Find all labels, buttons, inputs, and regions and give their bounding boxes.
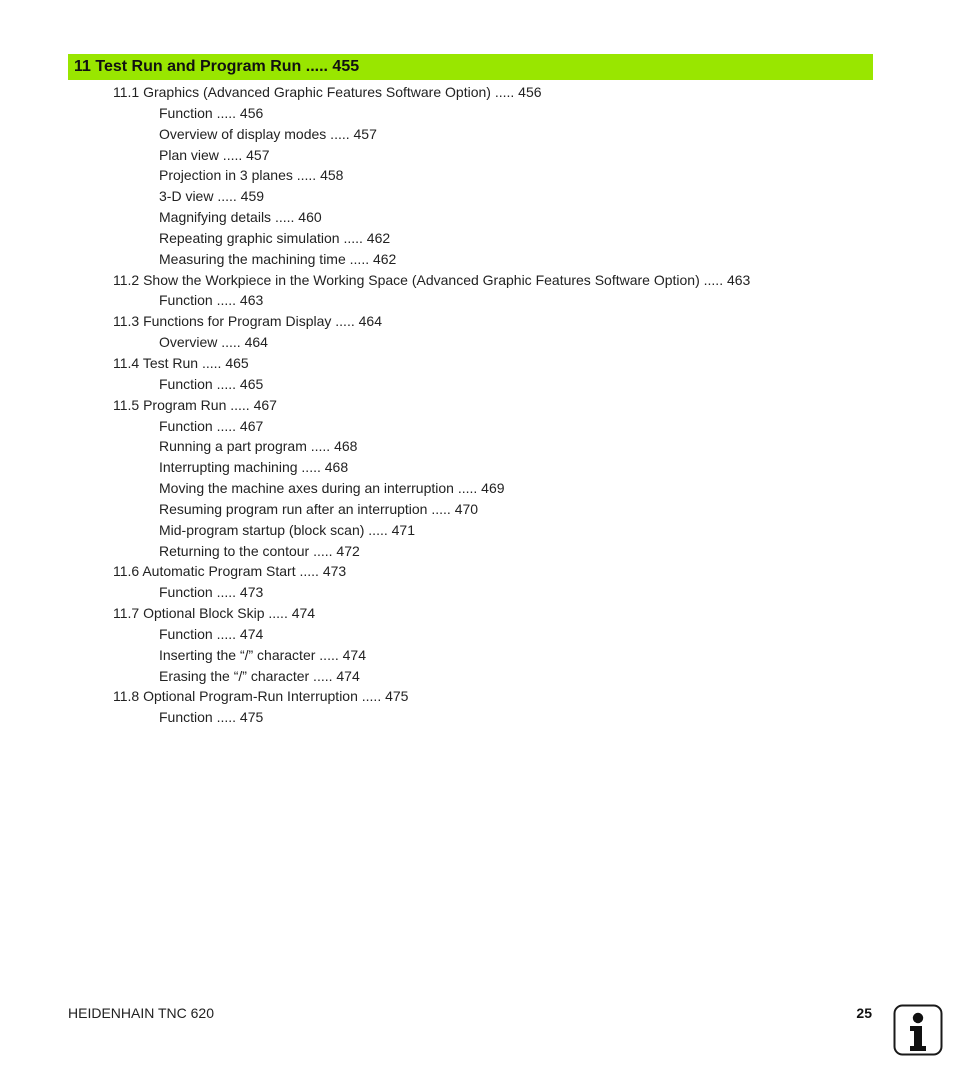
toc-subsection-entry[interactable]: Erasing the “/” character ..... 474 [159, 667, 360, 684]
toc-subsection-entry[interactable]: Running a part program ..... 468 [159, 438, 358, 455]
toc-section-entry[interactable]: 11.2 Show the Workpiece in the Working Space (Advanced Graphic Features Software Option) ..... 463 [113, 271, 751, 288]
toc-subsection-entry[interactable]: Function ..... 465 [159, 375, 264, 392]
toc-section-entry[interactable]: 11.4 Test Run ..... 465 [113, 354, 249, 371]
toc-subsection-entry[interactable]: Overview ..... 464 [159, 334, 268, 351]
info-icon[interactable] [893, 1004, 943, 1056]
toc-subsection-entry[interactable]: Function ..... 474 [159, 625, 264, 642]
toc-subsection-entry[interactable]: Mid-program startup (block scan) ..... 471 [159, 521, 415, 538]
table-of-contents [0, 82, 954, 728]
toc-subsection-entry[interactable]: Returning to the contour ..... 472 [159, 542, 360, 559]
toc-section-entry[interactable]: 11.5 Program Run ..... 467 [113, 396, 277, 413]
toc-subsection-entry[interactable]: Projection in 3 planes ..... 458 [159, 167, 344, 184]
toc-subsection-entry[interactable]: Overview of display modes ..... 457 [159, 125, 377, 142]
toc-subsection-entry[interactable]: Function ..... 467 [159, 417, 264, 434]
toc-subsection-entry[interactable]: Function ..... 475 [159, 709, 264, 726]
toc-subsection-entry[interactable]: Moving the machine axes during an interruption ..... 469 [159, 480, 505, 497]
info-icon-graphic [893, 1004, 943, 1056]
chapter-heading [68, 54, 873, 80]
toc-subsection-entry[interactable]: Function ..... 463 [159, 292, 264, 309]
toc-section-entry[interactable]: 11.1 Graphics (Advanced Graphic Features Software Option) ..... 456 [113, 84, 542, 100]
toc-subsection-entry[interactable]: Plan view ..... 457 [159, 146, 270, 163]
toc-section-entry[interactable]: 11.3 Functions for Program Display ..... 464 [113, 313, 382, 330]
footer-product-name: HEIDENHAIN TNC 620 [68, 1005, 215, 1021]
toc-subsection-entry[interactable]: 3-D view ..... 459 [159, 188, 265, 205]
page-number: 25 [856, 1005, 872, 1021]
toc-subsection-entry[interactable]: Inserting the “/” character ..... 474 [159, 646, 366, 663]
toc-section-entry[interactable]: 11.6 Automatic Program Start ..... 473 [113, 563, 347, 580]
toc-subsection-entry[interactable]: Magnifying details ..... 460 [159, 209, 322, 226]
chapter-title[interactable]: 11 Test Run and Program Run ..... 455 [74, 58, 360, 75]
toc-section-entry[interactable]: 11.7 Optional Block Skip ..... 474 [113, 605, 316, 622]
toc-section-entry[interactable]: 11.8 Optional Program-Run Interruption ..... 475 [113, 688, 409, 705]
toc-subsection-entry[interactable]: Interrupting machining ..... 468 [159, 459, 349, 476]
toc-subsection-entry[interactable]: Repeating graphic simulation ..... 462 [159, 229, 391, 246]
toc-subsection-entry[interactable]: Measuring the machining time ..... 462 [159, 250, 397, 267]
toc-subsection-entry[interactable]: Resuming program run after an interruption ..... 470 [159, 500, 479, 517]
toc-subsection-entry[interactable]: Function ..... 456 [159, 104, 264, 121]
toc-subsection-entry[interactable]: Function ..... 473 [159, 584, 264, 601]
